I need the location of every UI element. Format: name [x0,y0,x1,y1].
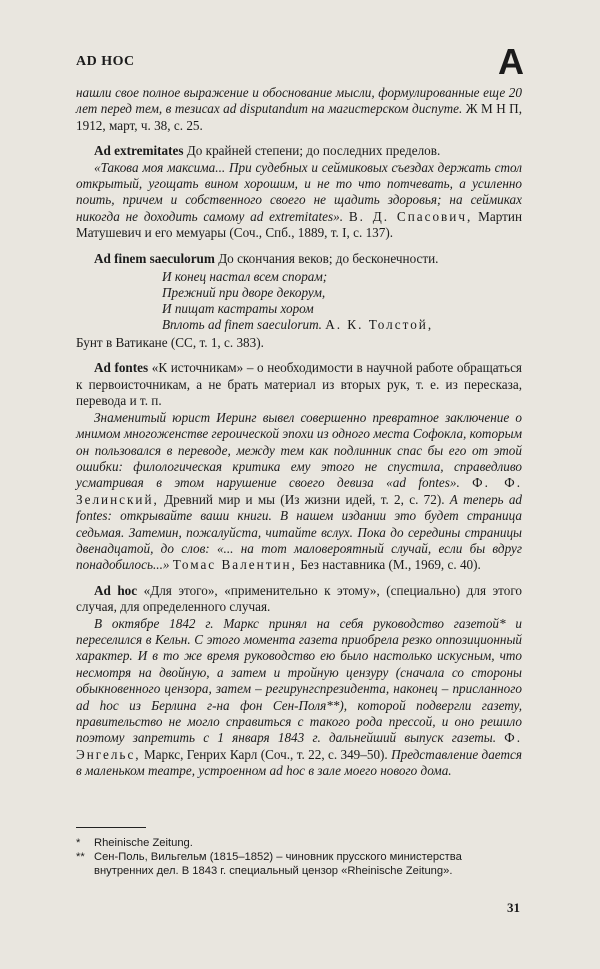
quote-author: Томас Валентин, [172,557,297,573]
headword: Ad fontes [94,360,149,376]
page-number: 31 [507,900,520,915]
footnotes [76,836,522,878]
footnote [76,850,522,878]
verse-line: И пищат кастраты хором [162,301,314,317]
definition: До скончания веков; до бесконечности. [218,250,439,266]
footnote-mark: ** [76,851,85,863]
definition: «К источникам» – о необходимости в научной работе обращаться к первоисточникам, а не брать материал из вторых рук, т. е. из пересказа, перевода и т. п. [76,360,522,409]
verse-line: Вплоть ad finem saeculorum. А. К. Толстой, [162,317,434,333]
footnote [76,836,522,850]
quotation: Знаменитый юрист Иеринг вывел совершенно превратное заключение о мнимом многоженстве героической эпохи из одного места Софокла, которым он пользовался в переводе, между тем как подлинник спас бы его от этой ошибки: филологическая критика ему этого не спустила, справедливо усматривая в этом нарушение своего девиза «ad fontes». Ф. Ф. Зелинский, Древний мир и мы (Из жизни идей, т. 2, с. 72). А теперь ad fontes: открывайте ваши книги. В нашем издании это будет страница седьмая. Затемин, пожалуйста, читайте вслух. Пока до середины страницы двенадцатой, до слов: «... на тот маловероятный случай, если бы вдруг понадобилось...» Томас Валентин, Без наставника (М., 1969, с. 40). [76,409,523,573]
footnote-text: Rheinische Zeitung. [94,837,193,849]
quote-author: А. К. Толстой, [325,317,434,333]
running-head: AD HOC [76,54,135,69]
entry-ad-finem-saeculorum [76,251,522,267]
verse-quotation [162,269,522,333]
entry-ad-hoc [76,583,522,616]
verse-line: И конец настал всем спорам; [162,269,328,285]
section-letter: A [498,41,524,82]
footnote-mark: * [76,837,81,849]
quote-source: Бунт в Ватикане (СС, т. 1, с. 383). [76,335,264,351]
verse-line: Прежний при дворе декорум, [162,285,326,301]
quote-author: Ф. Энгельс, [76,730,523,762]
footnote-text: Сен-Поль, Вильгельм (1815–1852) – чиновник прусского министерства внутренних дел. В 1843 г. специальный цензор «Rheinische Zeitung». [94,851,462,877]
headword: Ad finem saeculorum [94,250,215,266]
definition: «Для этого», «применительно к этому», (специально) для этого случая, для определенного случая. [76,582,523,615]
quote-source: Мартин Матушевич и его мемуары (Соч., Спб., 1889, т. I, с. 137). [76,208,523,241]
entry-ad-extremitates [76,143,522,159]
definition: До крайней степени; до последних пределов. [186,143,441,159]
quote-author: Ф. Ф. Зелинский, [76,475,522,507]
entry-ad-fontes [76,360,522,409]
quote-author: В. Д. Спасович, [348,208,473,224]
headword: Ad extremitates [94,143,184,159]
quotation: В октябре 1842 г. Маркс принял на себя руководство газетой* и переселился в Кельн. С этого момента газета приобрела резко оппозиционный характер. И в то же время руководство ею было настолько искусным, что несмотря на двойную, а затем и тройную цензуру (сначала со стороны обыкновенного цензора, затем – регирунгспрезидента, наконец – присланного ad hoc из Берлина г-на фон Сен-Поля**), которой подвергли газету, правительство не могло справиться с такого рода прессой, и оно решило поэтому запретить с 1 января 1843 г. дальнейший выпуск газеты. Ф. Энгельс, Маркс, Генрих Карл (Соч., т. 22, с. 349–50). Представление дается в маленьком театре, устроенном ad hoc в зале моего нового дома. [76,615,523,779]
footnote-divider [76,827,146,828]
quote-source: Древний мир и мы (Из жизни идей, т. 2, с. 72). [164,491,445,507]
quotation: «Такова моя максима... При судебных и сеймиковых съездах держать стол открытый, угощать вином хорошим, и не то что потчевать, а усиленно поить, причем и собственного своего не щадить здоровья; на сеймиках никогда не доходить самому ad extremitates». В. Д. Спасович, Мартин Матушевич и его мемуары (Соч., Спб., 1889, т. I, с. 137). [76,159,523,241]
continuation-paragraph: нашли свое полное выражение и обоснование мысли, формулированные еще 20 лет перед тем, в тезисах ad disputandum на магистерском диспуте. Ж М Н П, 1912, март, ч. 38, с. 25. [76,85,522,133]
quote-source: Без наставника (М., 1969, с. 40). [300,557,481,573]
quote-source: Маркс, Генрих Карл (Соч., т. 22, с. 349–50). [143,746,388,762]
page-body [76,85,522,780]
headword: Ad hoc [94,582,138,598]
